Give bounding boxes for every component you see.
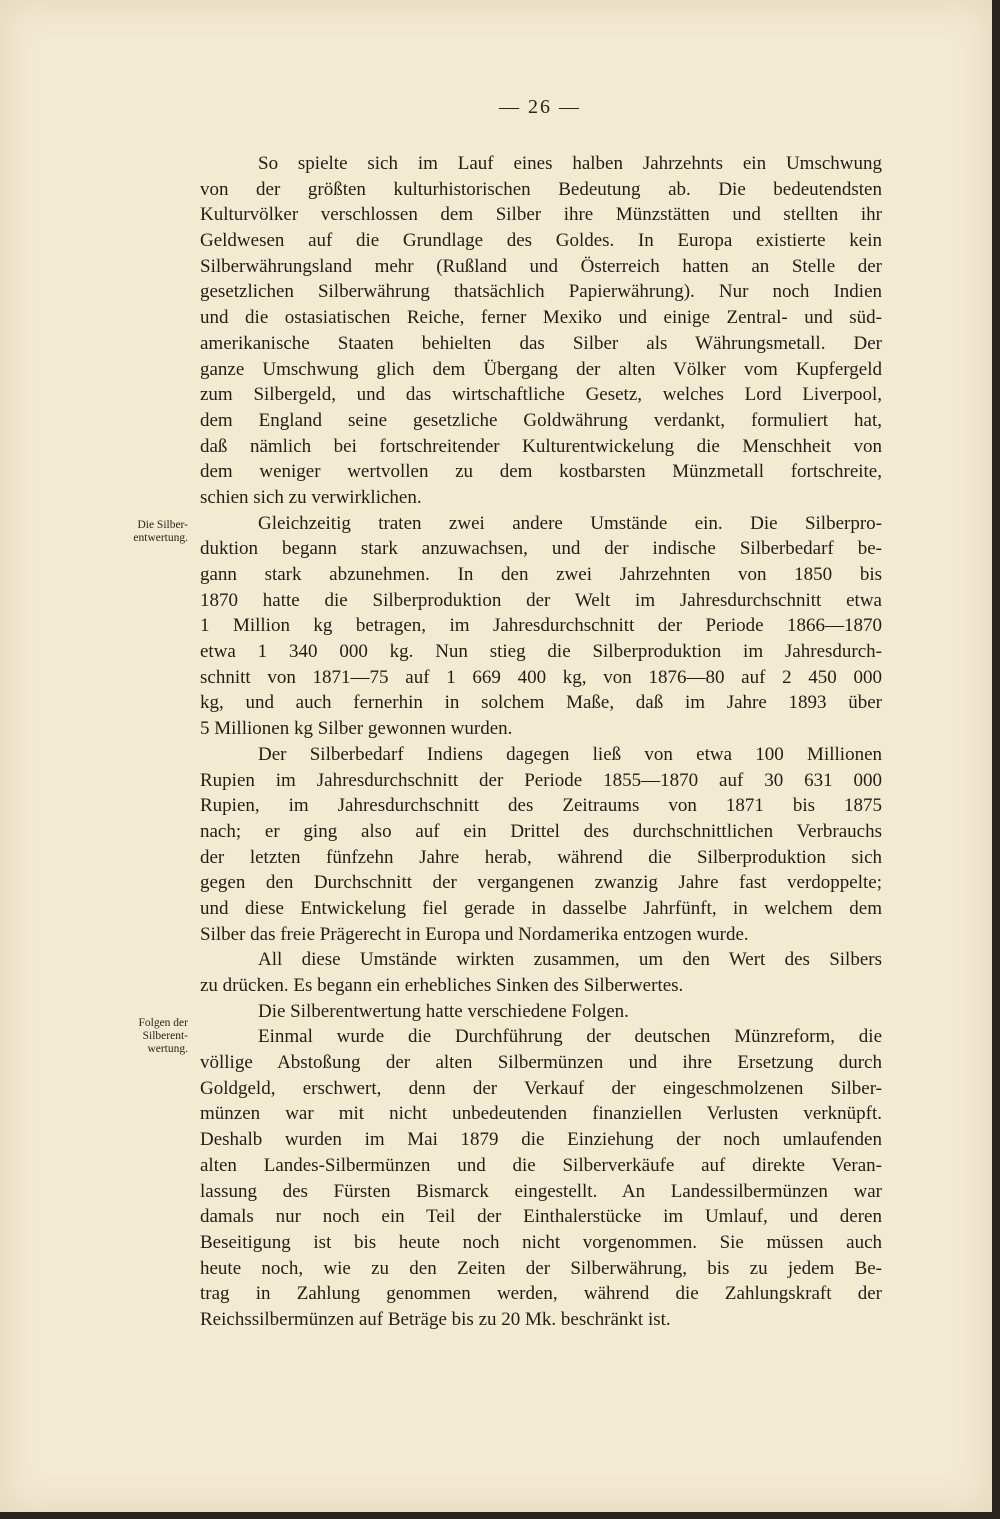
text-line: trag in Zahlung genommen werden, während die Zahlungskraft der — [200, 1283, 882, 1305]
text-line: und die ostasiatischen Reiche, ferner Mexiko und einige Zentral- und süd- — [200, 307, 882, 329]
text-line: Die Silberentwertung hatte verschiedene Folgen. — [258, 1000, 629, 1022]
margin-note-silberentwertung — [96, 519, 188, 545]
paragraph — [200, 511, 882, 742]
text-line: nach; er ging also auf ein Drittel des durchschnittlichen Verbrauchs — [200, 820, 882, 842]
page-number: — 26 — — [499, 96, 581, 118]
text-line: All diese Umstände wirkten zusammen, um den Wert des Silbers — [258, 949, 882, 971]
paragraph — [200, 742, 882, 948]
text-line: Einmal wurde die Durchführung der deutschen Münzreform, die — [258, 1026, 882, 1048]
margin-note-line: Folgen der — [138, 1017, 188, 1029]
margin-note-line: wertung. — [147, 1043, 188, 1055]
text-line: etwa 1 340 000 kg. Nun stieg die Silberproduktion im Jahresdurch- — [200, 641, 882, 663]
text-line: zu drücken. Es begann ein erhebliches Sinken des Silberwertes. — [200, 975, 684, 996]
text-line: damals nur noch ein Teil der Einthalerstücke im Umlauf, und deren — [200, 1206, 882, 1228]
text-line: Goldgeld, erschwert, denn der Verkauf der eingeschmolzenen Silber- — [200, 1077, 882, 1099]
text-line: Deshalb wurden im Mai 1879 die Einziehung der noch umlaufenden — [200, 1129, 882, 1151]
text-line: Geldwesen auf die Grundlage des Goldes. In Europa existierte kein — [200, 230, 882, 252]
text-line: kg, und auch fernerhin in solchem Maße, daß im Jahre 1893 über — [200, 692, 882, 714]
body-text — [200, 151, 882, 1333]
text-line: und diese Entwickelung fiel gerade in dasselbe Jahrfünft, in welchem dem — [200, 897, 882, 919]
text-line: dem weniger wertvollen zu dem kostbarsten Münzmetall fortschreite, — [200, 461, 882, 483]
text-line: Rupien im Jahresdurchschnitt der Periode 1855—1870 auf 30 631 000 — [200, 769, 882, 791]
paragraph — [200, 151, 882, 511]
text-line: duktion begann stark anzuwachsen, und der indische Silberbedarf be- — [200, 538, 882, 560]
text-line: münzen war mit nicht unbedeutenden finanziellen Verlusten verknüpft. — [200, 1103, 882, 1125]
text-line: der letzten fünfzehn Jahre herab, während die Silberproduktion sich — [200, 846, 882, 868]
text-line: Beseitigung ist bis heute noch nicht vorgenommen. Sie müssen auch — [200, 1231, 882, 1253]
text-line: lassung des Fürsten Bismarck eingestellt. An Landessilbermünzen war — [200, 1180, 882, 1202]
paragraph — [200, 947, 882, 998]
text-line: So spielte sich im Lauf eines halben Jahrzehnts ein Umschwung — [258, 153, 882, 174]
text-line: von der größten kulturhistorischen Bedeutung ab. Die bedeutendsten — [200, 178, 882, 200]
text-line: daß nämlich bei fortschreitender Kulturentwickelung die Menschheit von — [200, 435, 882, 457]
text-line: völlige Abstoßung der alten Silbermünzen und ihre Ersetzung durch — [200, 1052, 882, 1074]
paragraph — [200, 1024, 882, 1332]
margin-note-line: Die Silber- — [137, 519, 188, 531]
text-line: zum Silbergeld, und das wirtschaftliche Gesetz, welches Lord Liverpool, — [200, 384, 882, 406]
text-line: Silber das freie Prägerecht in Europa und Nordamerika entzogen wurde. — [200, 923, 749, 945]
text-line: 1870 hatte die Silberproduktion der Welt im Jahresdurchschnitt etwa — [200, 589, 882, 611]
paragraph — [200, 999, 882, 1025]
margin-note-line: entwertung. — [133, 532, 188, 544]
text-line: Gleichzeitig traten zwei andere Umstände ein. Die Silberpro- — [258, 512, 882, 534]
text-line: schien sich zu verwirklichen. — [200, 486, 422, 508]
text-line: dem England seine gesetzliche Goldwährung verdankt, formuliert hat, — [200, 409, 882, 431]
text-line: alten Landes-Silbermünzen und die Silberverkäufe auf direkte Veran- — [200, 1154, 882, 1176]
text-line: Rupien, im Jahresdurchschnitt des Zeitraums von 1871 bis 1875 — [200, 795, 882, 817]
text-line: Kulturvölker verschlossen dem Silber ihre Münzstätten und stellten ihr — [200, 204, 882, 226]
text-line: gegen den Durchschnitt der vergangenen zwanzig Jahre fast verdoppelte; — [200, 872, 882, 894]
margin-note-line: Silberent- — [142, 1030, 188, 1042]
text-line: heute noch, wie zu den Zeiten der Silberwährung, bis zu jedem Be- — [200, 1257, 882, 1279]
text-line: 1 Million kg betragen, im Jahresdurchschnitt der Periode 1866—1870 — [200, 615, 882, 637]
text-line: Der Silberbedarf Indiens dagegen ließ von etwa 100 Millionen — [258, 743, 882, 765]
text-line: 5 Millionen kg Silber gewonnen wurden. — [200, 718, 513, 740]
text-line: ganze Umschwung glich dem Übergang der alten Völker vom Kupfergeld — [200, 358, 882, 380]
text-line: gann stark abzunehmen. In den zwei Jahrzehnten von 1850 bis — [200, 564, 882, 585]
text-line: schnitt von 1871—75 auf 1 669 400 kg, von 1876—80 auf 2 450 000 — [200, 666, 882, 688]
text-line: amerikanische Staaten behielten das Silber als Währungsmetall. Der — [200, 332, 882, 354]
text-line: Silberwährungsland mehr (Rußland und Österreich hatten an Stelle der — [200, 255, 882, 277]
text-line: gesetzlichen Silberwährung thatsächlich Papierwährung). Nur noch Indien — [200, 281, 882, 303]
margin-note-folgen — [96, 1017, 188, 1056]
text-line: Reichssilbermünzen auf Beträge bis zu 20 Mk. beschränkt ist. — [200, 1308, 671, 1330]
